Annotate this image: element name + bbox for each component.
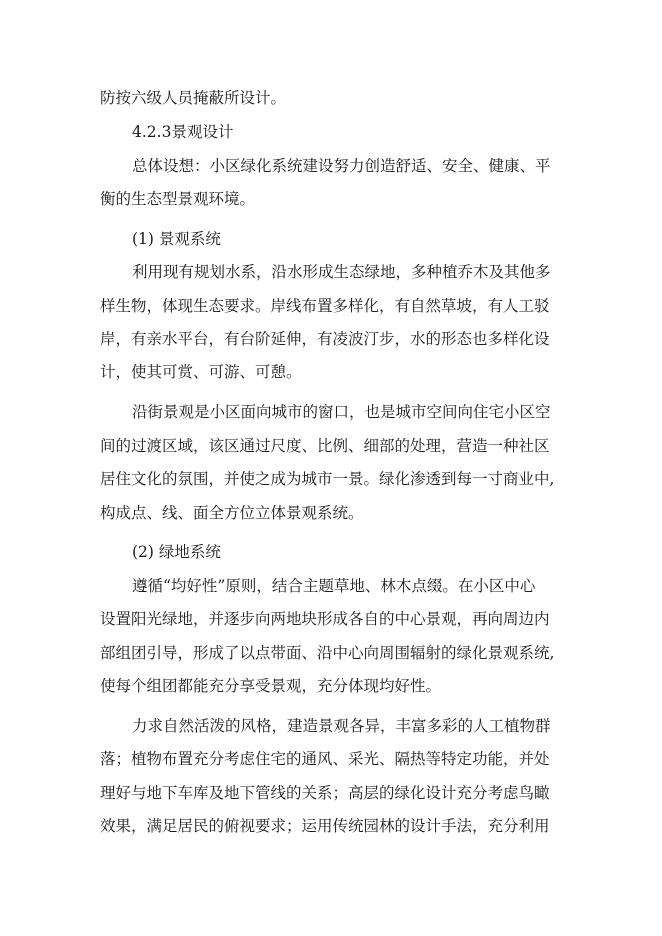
paragraph-balance-line-1: 遵循“均好性”原则，结合主题草地、林木点缀。在小区中心 bbox=[132, 577, 536, 595]
paragraph-street-line-3: 居住文化的氛围，并使之成为城市一景。绿化渗透到每一寸商业中, bbox=[100, 470, 555, 488]
section-heading-4-2-3: 4.2.3景观设计 bbox=[132, 123, 234, 141]
paragraph-water-line-1: 利用现有规划水系，沿水形成生态绿地，多种植乔木及其他多 bbox=[132, 263, 551, 281]
paragraph-overall-concept-line-2: 衡的生态型景观环境。 bbox=[100, 190, 256, 208]
paragraph-water-line-4: 计，使其可赏、可游、可憩。 bbox=[100, 363, 302, 381]
text-line-continuation: 防按六级人员掩蔽所设计。 bbox=[100, 89, 287, 107]
paragraph-balance-line-2: 设置阳光绿地，并逐步向两地块形成各自的中心景观，再向周边内 bbox=[100, 610, 550, 628]
subheading-green-system: (2) 绿地系统 bbox=[132, 543, 221, 561]
paragraph-style-line-4: 效果，满足居民的俯视要求；运用传统园林的设计手法，充分利用 bbox=[100, 817, 550, 835]
paragraph-overall-concept-line-1: 总体设想：小区绿化系统建设努力创造舒适、安全、健康、平 bbox=[132, 157, 551, 175]
paragraph-street-line-1: 沿街景观是小区面向城市的窗口，也是城市空间向住宅小区空 bbox=[132, 403, 551, 421]
paragraph-style-line-1: 力求自然活泼的风格，建造景观各异，丰富多彩的人工植物群 bbox=[132, 717, 551, 735]
paragraph-style-line-2: 落；植物布置充分考虑住宅的通风、采光、隔热等特定功能，并处 bbox=[100, 750, 550, 768]
paragraph-balance-line-4: 使每个组团都能充分享受景观，充分体现均好性。 bbox=[100, 677, 442, 695]
paragraph-water-line-3: 岸，有亲水平台，有台阶延伸，有凌波汀步，水的形态也多样化设 bbox=[100, 330, 550, 348]
paragraph-water-line-2: 样生物，体现生态要求。岸线布置多样化，有自然草坡，有人工驳 bbox=[100, 297, 550, 315]
paragraph-style-line-3: 理好与地下车库及地下管线的关系；高层的绿化设计充分考虑鸟瞰 bbox=[100, 784, 550, 802]
paragraph-street-line-2: 间的过渡区域，该区通过尺度、比例、细部的处理，营造一种社区 bbox=[100, 437, 550, 455]
subheading-landscape-system: (1) 景观系统 bbox=[132, 230, 221, 248]
paragraph-balance-line-3: 部组团引导，形成了以点带面、沿中心向周围辐射的绿化景观系统, bbox=[100, 644, 555, 662]
paragraph-street-line-4: 构成点、线、面全方位立体景观系统。 bbox=[100, 504, 364, 522]
